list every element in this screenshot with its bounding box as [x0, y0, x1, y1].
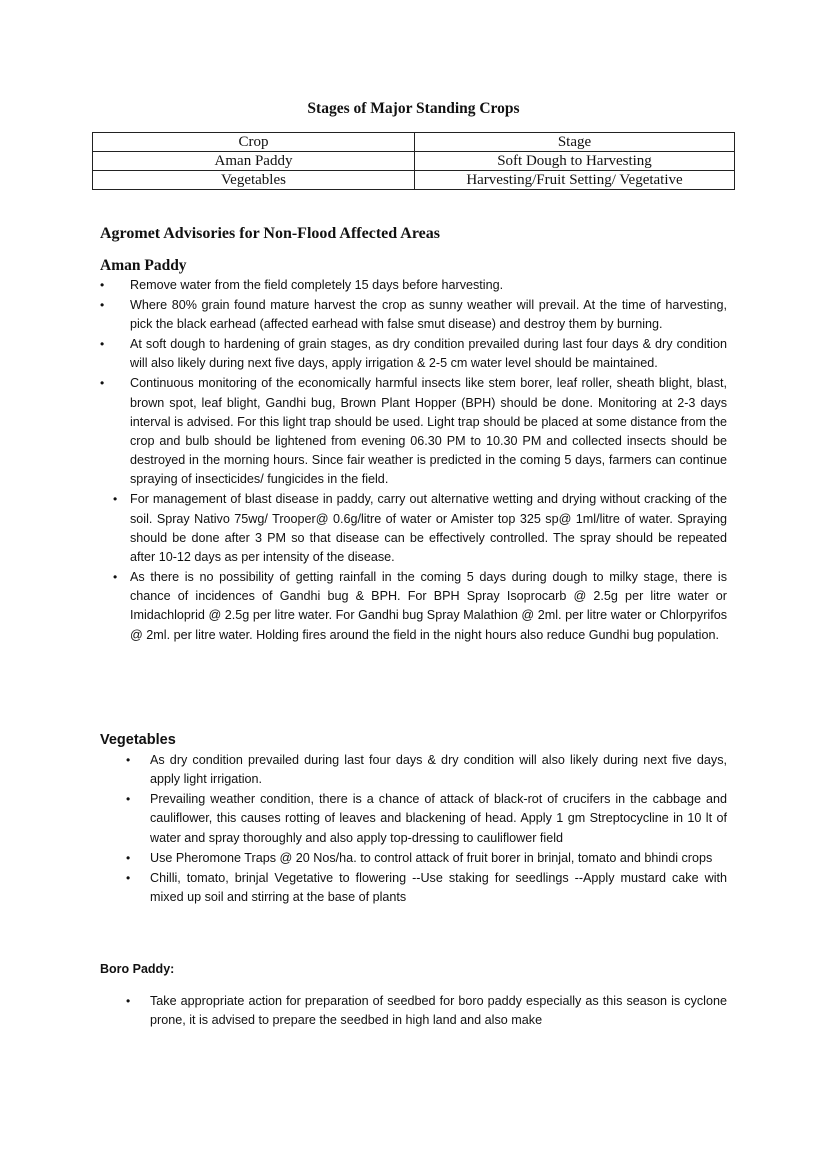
- list-item-text: Remove water from the field completely 15 days before harvesting.: [130, 278, 504, 292]
- table-header-cell: Crop: [93, 133, 415, 152]
- table-row: [93, 171, 735, 190]
- list-item-text: Chilli, tomato, brinjal Vegetative to flowering --Use staking for seedlings --Apply mustard cake with mixed up soil and stirring at the base of plants: [150, 870, 727, 904]
- list-item: [123, 849, 727, 868]
- list-item: [100, 374, 727, 489]
- table-cell: Harvesting/Fruit Setting/ Vegetative: [415, 171, 735, 190]
- aman-paddy-heading: Aman Paddy: [100, 257, 187, 274]
- page-title: Stages of Major Standing Crops: [307, 100, 520, 117]
- bullet: •: [126, 753, 131, 767]
- bullet: •: [100, 337, 105, 352]
- list-item-text: For management of blast disease in paddy, carry out alternative wetting and drying without cracking of the soil. Spray Nativo 75wg/ Trooper@ 0.6g/litre of water or Amister top 325 sp@ 1ml/litre of water. Spraying should be done after 3 PM so that disease can be effectively controlled. The spray should be repeated after 10-12 days as per intensity of the disease.: [130, 492, 727, 565]
- bullet: •: [100, 298, 105, 312]
- table-cell: Soft Dough to Harvesting: [415, 152, 735, 171]
- list-item-text: Continuous monitoring of the economically harmful insects like stem borer, leaf roller, sheath blight, blast, brown spot, leaf blight, Gandhi bug, Brown Plant Hopper (BPH) should be done. Monitoring at 2-3 days interval is advised. For this light trap should be used. Light trap should be placed at some distance from the crop and bulb should be lightened from evening 06.30 PM to 10.30 PM and collected insects should be destroyed in the morning hours. Since fair weather is predicted in the coming 5 days, farmers can continue spraying of insecticides/ fungicides in the field.: [130, 376, 727, 487]
- boro-paddy-heading: Boro Paddy:: [100, 962, 175, 976]
- list-item: [100, 490, 727, 567]
- bullet: •: [113, 570, 118, 585]
- bullet: •: [113, 492, 118, 507]
- aman-paddy-list: [100, 276, 727, 646]
- list-item: [100, 568, 727, 645]
- table-cell: Vegetables: [93, 171, 415, 190]
- list-item-text: Use Pheromone Traps @ 20 Nos/ha. to control attack of fruit borer in brinjal, tomato and bhindi crops: [150, 850, 713, 865]
- table-header-cell: Stage: [415, 133, 735, 152]
- bullet: •: [126, 792, 131, 807]
- bullet: •: [100, 376, 105, 391]
- list-item: [123, 790, 727, 848]
- list-item-text: As there is no possibility of getting rainfall in the coming 5 days during dough to milky stage, there is chance of incidences of Gandhi bug & BPH. For BPH Spray Isoprocarb @ 2.5g per litre water or Imidachloprid @ 2.5g per litre water. For Gandhi bug Spray Malathion @ 2ml. per litre water or Chlorpyrifos @ 2ml. per litre water. Holding fires around the field in the night hours also reduce Gundhi bug population.: [130, 570, 727, 642]
- bullet: •: [126, 850, 131, 865]
- list-item-text: Where 80% grain found mature harvest the crop as sunny weather will prevail. At the time of harvesting, pick the black earhead (affected earhead with false smut disease) and destroy them by burning.: [130, 298, 727, 332]
- table-cell: Aman Paddy: [93, 152, 415, 171]
- list-item: [123, 751, 727, 789]
- vegetables-heading: Vegetables: [100, 732, 176, 748]
- bullet: •: [126, 994, 131, 1008]
- vegetables-list: [123, 751, 727, 908]
- bullet: •: [126, 870, 131, 885]
- list-item: [123, 869, 727, 907]
- list-item: [123, 992, 727, 1030]
- list-item-text: Take appropriate action for preparation of seedbed for boro paddy especially as this season is cyclone prone, it is advised to prepare the seedbed in high land and also make: [150, 994, 727, 1028]
- list-item: [100, 296, 727, 334]
- list-item: [100, 276, 727, 295]
- table-row: [93, 152, 735, 171]
- crop-stage-table: [92, 132, 735, 190]
- list-item: [100, 335, 727, 373]
- boro-paddy-list: [123, 992, 727, 1031]
- advisory-heading: Agromet Advisories for Non-Flood Affected Areas: [100, 225, 440, 242]
- list-item-text: Prevailing weather condition, there is a chance of attack of black-rot of crucifers in the cabbage and cauliflower, this causes rotting of leaves and blackening of head. Apply 1 gm Streptocycline in 10 lt of water and spray thoroughly and also apply top-dressing to cauliflower field: [150, 792, 727, 845]
- list-item-text: As dry condition prevailed during last four days & dry condition will also likely during next five days, apply light irrigation.: [150, 753, 727, 787]
- table-header-row: [93, 133, 735, 152]
- list-item-text: At soft dough to hardening of grain stages, as dry condition prevailed during last four days & dry condition will also likely during next five days, apply irrigation & 2-5 cm water level should be maintained.: [130, 337, 727, 371]
- bullet: •: [100, 278, 105, 292]
